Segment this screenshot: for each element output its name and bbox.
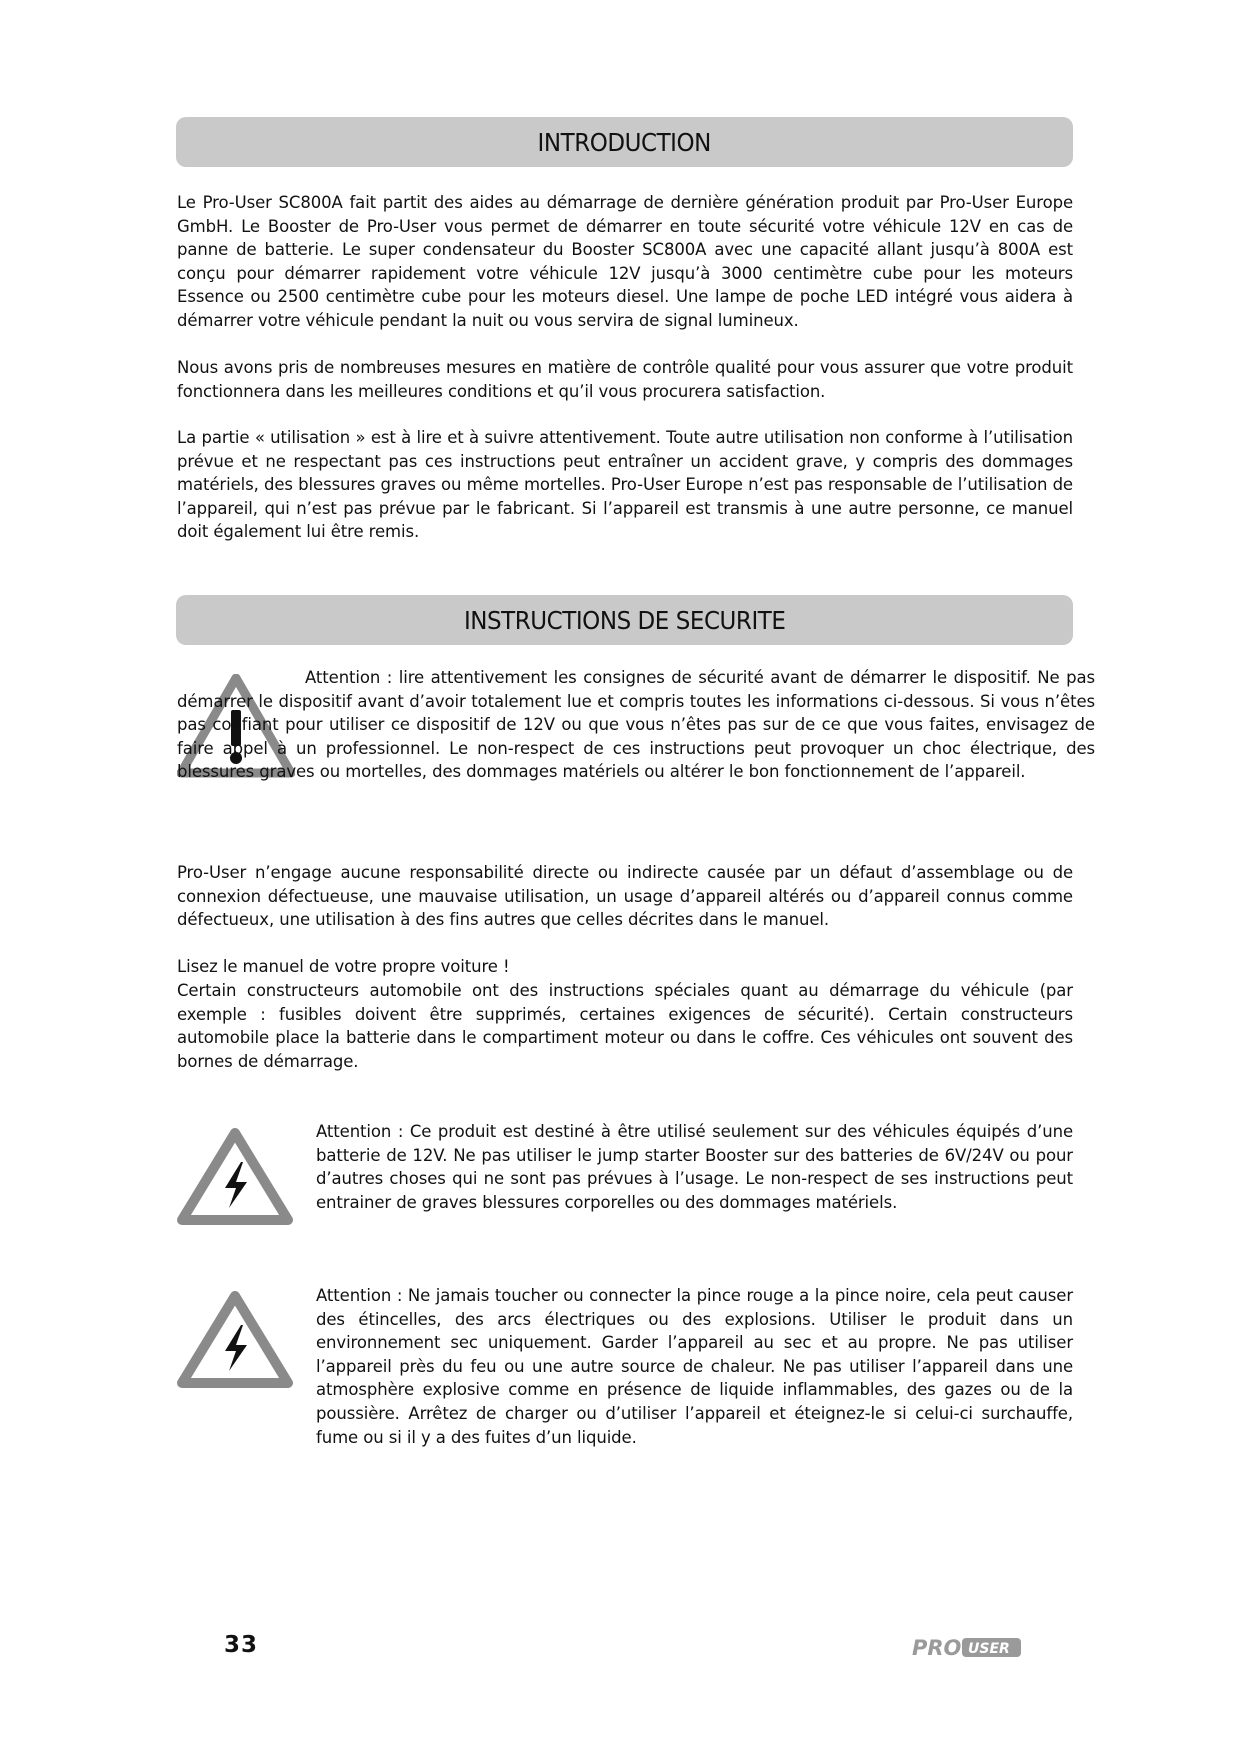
general-warning-body: : lire attentivement les consignes de sécurité avant de démarrer le dispositif. Ne pas démarrer le dispositif avant d’avoir totalement lue et compris toutes les informations ci-dessous. Si vous n’êtes pas confiant pour utiliser ce dispositif de 12V ou que vous n’êtes pas sur de ce que vous faites, envisagez de faire appel à un professionnel. Le non-respect de ces instructions peut provoquer un choc électrique, des blessures graves ou mortelles, des dommages matériels ou altérer le bon fonctionnement de l’appareil. xyxy=(177,668,1095,782)
clamps-warning-label: Attention xyxy=(316,1286,392,1305)
logo-text-user: USER xyxy=(968,1641,1010,1657)
introduction-title: INTRODUCTION xyxy=(537,127,712,157)
liability-paragraph: Pro-User n’engage aucune responsabilité directe ou indirecte causée par un défaut d’assemblage ou de connexion défectueuse, une mauvaise utilisation, un usage d’appareil altérés ou d’appareil connus comme défectueux, une utilisation à des fins autres que celles décrites dans le manuel. xyxy=(177,863,1073,930)
voltage-warning-text xyxy=(316,1120,1073,1214)
voltage-warning-block xyxy=(177,1120,1073,1250)
clamps-warning-body: : Ne jamais toucher ou connecter la pince rouge a la pince noire, cela peut causer des étincelles, des arcs électriques ou des explosions. Utiliser le produit dans un environnement sec uniquement. Garder l’appareil au sec et au propre. Ne pas utiliser l’appareil près du feu ou une autre source de chaleur. Ne pas utiliser l’appareil dans une atmosphère explosive comme en présence de liquide inflammables, des gazes ou de la poussière. Arrêtez de charger ou d’utiliser l’appareil et éteignez-le si celui-ci surchauffe, fume ou si il y a des fuites d’un liquide. xyxy=(316,1286,1073,1447)
intro-paragraph-3: La partie « utilisation » est à lire et à suivre attentivement. Toute autre utilisation non conforme à l’utilisation prévue et ne respectant pas ces instructions peut entraîner un accident grave, y compris des dommages matériels, des blessures graves ou même mortelles. Pro-User Europe n’est pas responsable de l’utilisation de l’appareil, qui n’est pas prévue par le fabricant. Si l’appareil est transmis à une autre personne, ce manuel doit également lui être remis. xyxy=(177,428,1073,542)
page-number: 33 xyxy=(224,1632,259,1658)
manual-heading: Lisez le manuel de votre propre voiture ! xyxy=(177,957,510,976)
intro-paragraph-2: Nous avons pris de nombreuses mesures en matière de contrôle qualité pour vous assurer que votre produit fonctionnera dans les meilleures conditions et qu’il vous procurera satisfaction. xyxy=(177,358,1073,401)
safety-title: INSTRUCTIONS DE SECURITE xyxy=(463,605,786,635)
introduction-heading-bar xyxy=(176,117,1073,167)
general-warning-text xyxy=(177,666,1095,784)
clamps-warning-text xyxy=(316,1284,1073,1449)
general-warning-block xyxy=(177,666,1095,816)
manual-paragraph: Certain constructeurs automobile ont des instructions spéciales quant au démarrage du véhicule (par exemple : fusibles doivent être supprimés, certaines exigences de sécurité). Certain constructeurs automobile place la batterie dans le compartiment moteur ou dans le coffre. Ces véhicules ont souvent des bornes de démarrage. xyxy=(177,981,1073,1071)
logo-text-pro: PRO xyxy=(912,1636,962,1660)
safety-heading-bar xyxy=(176,595,1073,645)
general-warning-label: Attention xyxy=(305,668,381,687)
electric-shock-warning-icon xyxy=(177,1128,293,1226)
voltage-warning-body: Ce produit est destiné à être utilisé seulement sur des véhicules équipés d’une batterie de 12V. Ne pas utiliser le jump starter Booster sur des batteries de 6V/24V ou pour d’autres choses qui ne sont pas prévues à l’usage. Le non-respect de ses instructions peut entrainer de graves blessures corporelles ou des dommages matériels. xyxy=(316,1122,1074,1212)
voltage-warning-label: Attention : xyxy=(316,1122,404,1141)
intro-paragraph-1: Le Pro-User SC800A fait partit des aides au démarrage de dernière génération produit par Pro-User Europe GmbH. Le Booster de Pro-User vous permet de démarrer en toute sécurité votre véhicule 12V en cas de panne de batterie. Le super condensateur du Booster SC800A avec une capacité allant jusqu’à 800A est conçu pour démarrer rapidement votre véhicule 12V jusqu’à 3000 centimètre cube pour les moteurs Essence ou 2500 centimètre cube pour les moteurs diesel. Une lampe de poche LED intégré vous aidera à démarrer votre véhicule pendant la nuit ou vous servira de signal lumineux. xyxy=(177,193,1073,330)
clamps-warning-block xyxy=(177,1284,1073,1454)
electric-shock-warning-icon xyxy=(177,1291,293,1389)
prouser-logo xyxy=(912,1634,1022,1660)
